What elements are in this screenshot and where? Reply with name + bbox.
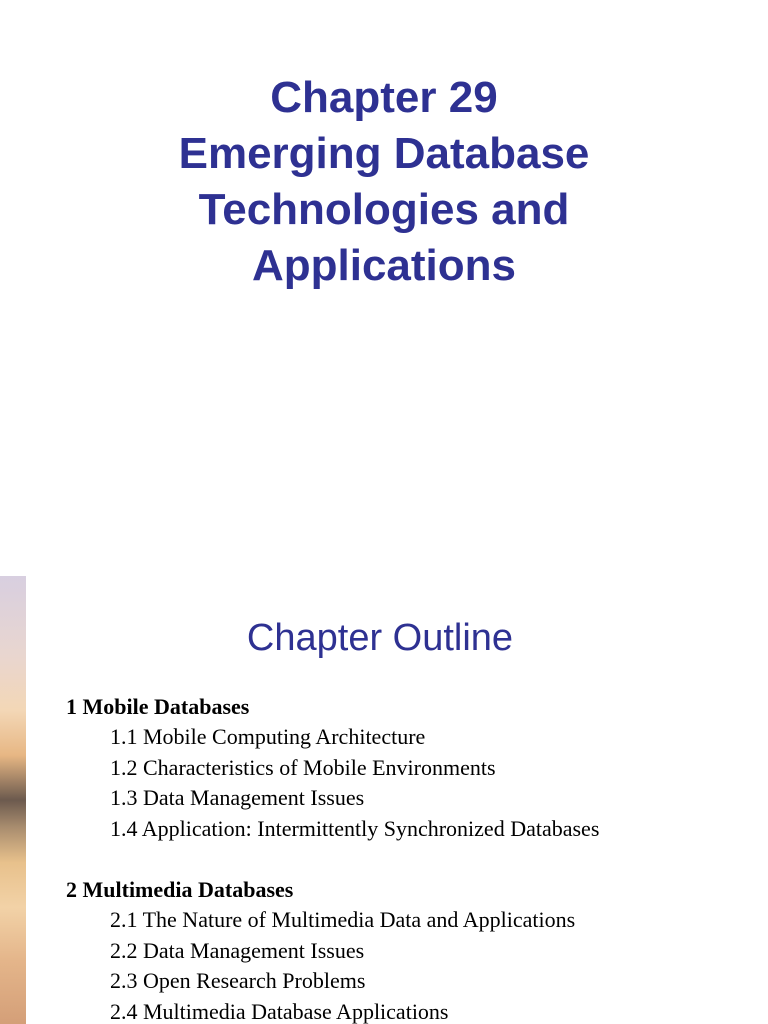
outline-item: 1.2 Characteristics of Mobile Environments [110,754,496,780]
section-title: 1 Mobile Databases [66,694,250,719]
outline-item: 1.1 Mobile Computing Architecture [110,724,426,749]
section-title: 2 Multimedia Databases [66,877,294,902]
outline-item: 1.3 Data Management Issues [110,785,365,810]
outline-slide [0,576,768,1024]
outline-item: 2.4 Multimedia Database Applications [110,998,449,1024]
outline-item: 1.4 Application: Intermittently Synchronized Databases [110,815,600,841]
chapter-outline [66,691,756,1024]
outline-item: 2.3 Open Research Problems [110,968,366,993]
title-line: Chapter 29 [270,73,498,122]
title-line: Emerging Database [178,129,590,178]
outline-section [66,691,756,844]
title-line: Technologies and [198,185,570,234]
outline-item: 2.2 Data Management Issues [110,937,365,963]
outline-heading: Chapter Outline [246,617,514,659]
outline-section [66,874,756,1024]
title-line: Applications [251,241,517,290]
outline-item: 2.1 The Nature of Multimedia Data and Applications [110,907,576,932]
slide-title [0,70,768,294]
